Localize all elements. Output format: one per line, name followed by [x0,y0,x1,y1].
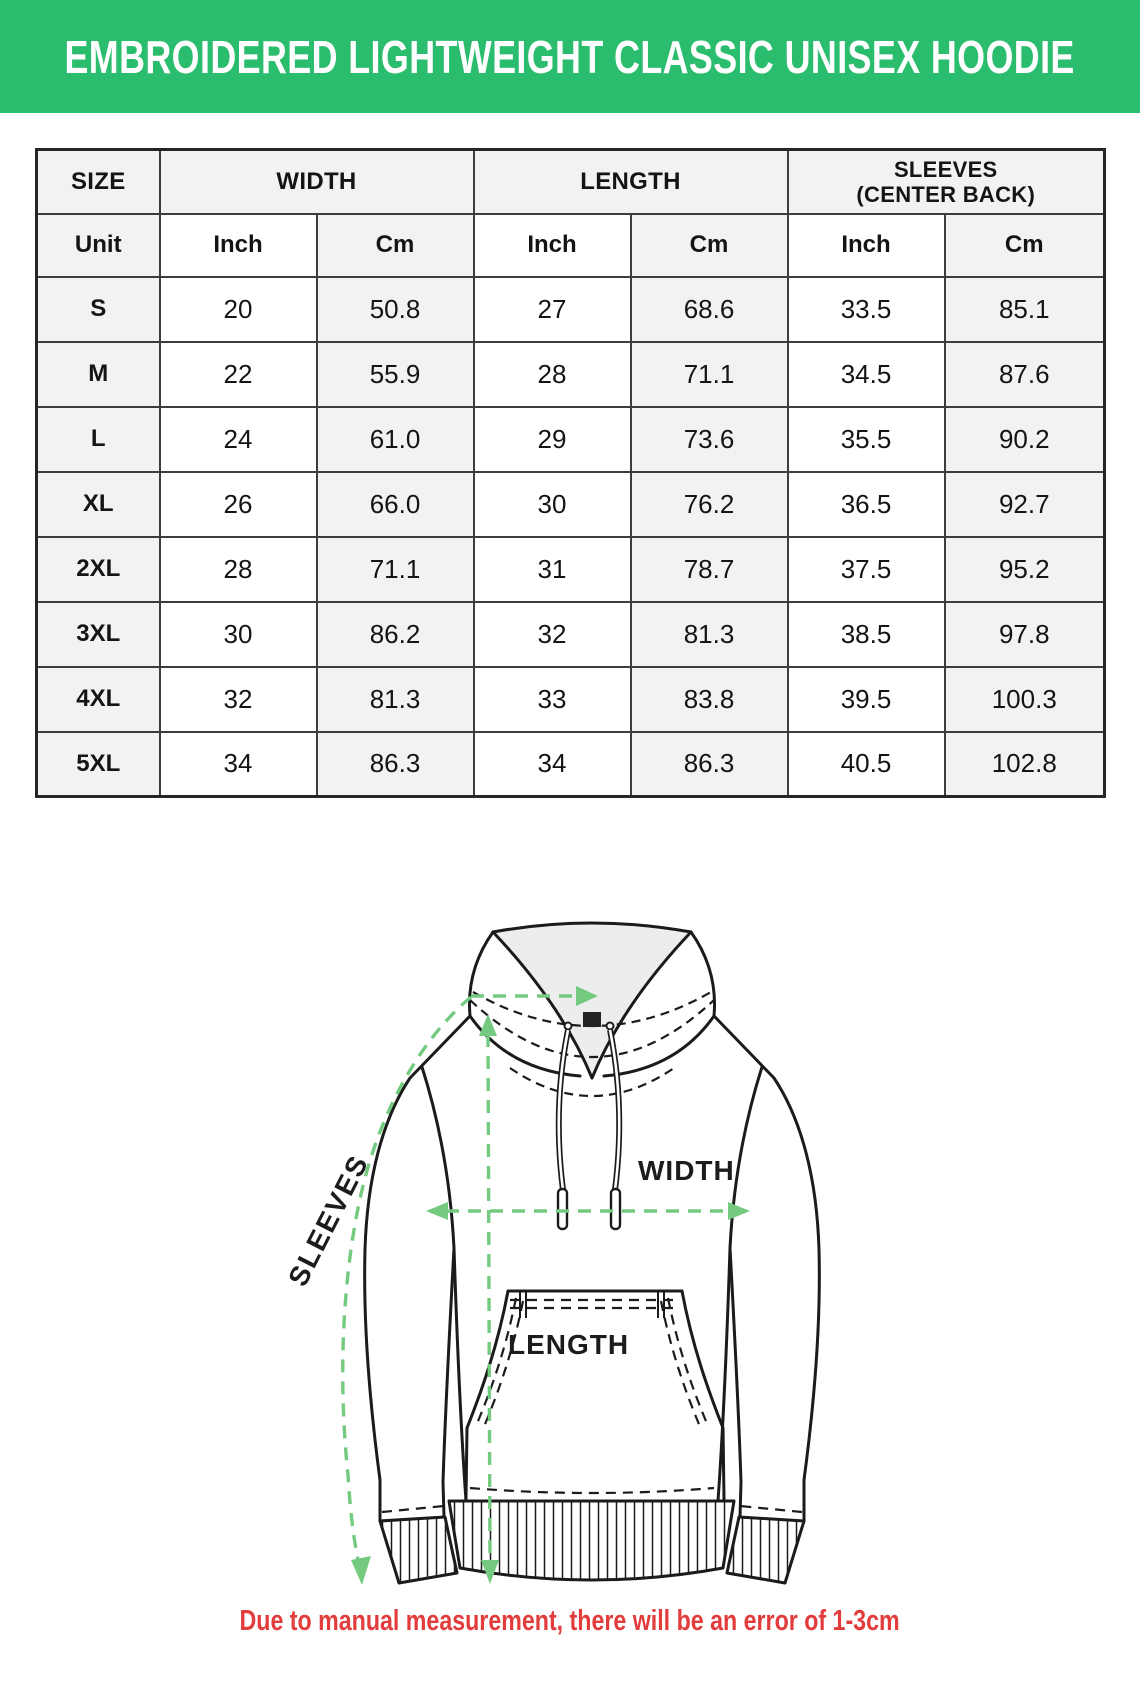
cell-size: L [37,407,160,472]
cell-sleeves-inch: 37.5 [788,537,945,602]
length-label: LENGTH [508,1329,630,1360]
unit-label: Unit [37,214,160,277]
cell-sleeves-cm: 100.3 [945,667,1105,732]
cell-sleeves-cm: 92.7 [945,472,1105,537]
unit-sleeves-cm: Cm [945,214,1105,277]
hood-label [583,1012,601,1027]
sleeves-label: SLEEVES [282,1149,375,1292]
unit-length-cm: Cm [631,214,788,277]
cell-size: M [37,342,160,407]
hoodie-diagram [270,820,915,1610]
header-sleeves-line1: SLEEVES [893,156,998,182]
cell-sleeves-cm: 102.8 [945,732,1105,797]
cell-sleeves-cm: 97.8 [945,602,1105,667]
cell-length-cm: 73.6 [631,407,788,472]
length-arrowhead-up [479,1014,497,1036]
size-table [35,148,1106,798]
cell-length-inch: 32 [474,602,631,667]
size-row-xl [37,472,1105,537]
cell-width-inch: 28 [160,537,317,602]
cell-width-cm: 81.3 [317,667,474,732]
header-size: SIZE [37,150,160,214]
size-row-5xl [37,732,1105,797]
cell-sleeves-cm: 95.2 [945,537,1105,602]
width-arrowhead-right [728,1202,750,1220]
header-sleeves-line2: (CENTER BACK) [856,181,1036,207]
cell-size: 4XL [37,667,160,732]
cell-width-inch: 30 [160,602,317,667]
cell-length-cm: 81.3 [631,602,788,667]
header-sleeves [788,150,1105,214]
size-row-2xl [37,537,1105,602]
cell-length-inch: 34 [474,732,631,797]
cell-width-cm: 50.8 [317,277,474,342]
cell-length-inch: 33 [474,667,631,732]
cell-size: XL [37,472,160,537]
length-measure-line [488,1034,490,1562]
cell-width-cm: 71.1 [317,537,474,602]
cell-length-inch: 27 [474,277,631,342]
unit-width-inch: Inch [160,214,317,277]
cell-sleeves-inch: 39.5 [788,667,945,732]
width-label: WIDTH [638,1155,735,1186]
cell-width-inch: 32 [160,667,317,732]
cell-length-cm: 71.1 [631,342,788,407]
cell-length-cm: 83.8 [631,667,788,732]
cell-sleeves-inch: 34.5 [788,342,945,407]
cell-sleeves-inch: 38.5 [788,602,945,667]
size-row-l [37,407,1105,472]
cell-length-cm: 76.2 [631,472,788,537]
cell-length-inch: 31 [474,537,631,602]
unit-width-cm: Cm [317,214,474,277]
cell-width-cm: 55.9 [317,342,474,407]
cell-width-cm: 86.3 [317,732,474,797]
header-width: WIDTH [160,150,474,214]
hood-interior [493,923,691,1078]
header-length: LENGTH [474,150,788,214]
cell-sleeves-cm: 87.6 [945,342,1105,407]
size-row-m [37,342,1105,407]
sleeves-arrowhead-down [351,1556,371,1585]
cell-width-inch: 22 [160,342,317,407]
title-banner [0,0,1140,113]
cell-length-cm: 68.6 [631,277,788,342]
measurement-disclaimer-text: Due to manual measurement, there will be an error of 1-3cm [239,1605,901,1637]
cell-size: 2XL [37,537,160,602]
cell-width-inch: 24 [160,407,317,472]
page-title: EMBROIDERED LIGHTWEIGHT CLASSIC UNISEX HOODIE [64,30,1076,83]
cell-width-inch: 20 [160,277,317,342]
cell-width-cm: 61.0 [317,407,474,472]
cell-width-cm: 66.0 [317,472,474,537]
cell-width-cm: 86.2 [317,602,474,667]
cell-length-cm: 86.3 [631,732,788,797]
cell-sleeves-inch: 35.5 [788,407,945,472]
cell-sleeves-cm: 85.1 [945,277,1105,342]
unit-sleeves-inch: Inch [788,214,945,277]
cell-sleeves-inch: 33.5 [788,277,945,342]
unit-row [37,214,1105,277]
size-row-s [37,277,1105,342]
cell-length-inch: 30 [474,472,631,537]
group-header-row [37,150,1105,214]
size-row-4xl [37,667,1105,732]
cell-length-cm: 78.7 [631,537,788,602]
cell-size: 5XL [37,732,160,797]
width-arrowhead-left [426,1202,448,1220]
cell-width-inch: 34 [160,732,317,797]
cell-length-inch: 28 [474,342,631,407]
cell-width-inch: 26 [160,472,317,537]
cell-sleeves-cm: 90.2 [945,407,1105,472]
cell-length-inch: 29 [474,407,631,472]
size-row-3xl [37,602,1105,667]
cell-sleeves-inch: 36.5 [788,472,945,537]
cell-sleeves-inch: 40.5 [788,732,945,797]
measurement-disclaimer [0,1605,1140,1638]
pocket-bartacks [520,1292,664,1318]
cell-size: 3XL [37,602,160,667]
cell-size: S [37,277,160,342]
unit-length-inch: Inch [474,214,631,277]
